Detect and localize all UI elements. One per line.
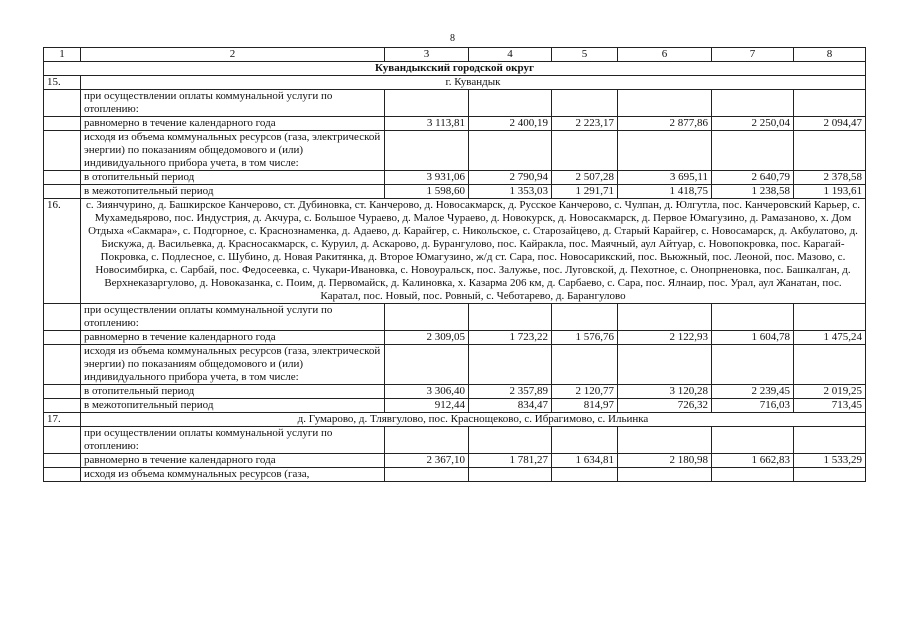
value-cell [552,468,618,482]
value-cell [385,468,469,482]
value-cell [794,345,866,385]
value-cell: 726,32 [618,399,712,413]
table-row [44,399,866,413]
row-label: в межотопительный период [81,185,385,199]
value-cell: 1 475,24 [794,331,866,345]
row-label: при осуществлении оплаты коммунальной услуги по отоплению: [81,90,385,117]
value-cell: 2 309,05 [385,331,469,345]
value-cell: 912,44 [385,399,469,413]
section-index: 17. [44,413,81,427]
value-cell: 1 353,03 [469,185,552,199]
row-label: равномерно в течение календарного года [81,454,385,468]
row-index-cell [44,131,81,171]
value-cell [794,427,866,454]
value-cell: 814,97 [552,399,618,413]
value-cell: 3 120,28 [618,385,712,399]
value-cell [552,427,618,454]
section-places: д. Гумарово, д. Тлявгулово, пос. Краснощеково, с. Ибрагимово, с. Ильинка [81,413,866,427]
section-header-row [44,76,866,90]
header-cell: 1 [44,48,81,62]
row-label: исходя из объема коммунальных ресурсов (газа, электрической энергии) по показаниям общедомового и (или) индивидуального прибора учета, в том числе: [81,345,385,385]
value-cell: 2 180,98 [618,454,712,468]
value-cell: 2 378,58 [794,171,866,185]
value-cell [469,304,552,331]
value-cell [552,131,618,171]
value-cell [618,345,712,385]
row-index-cell [44,385,81,399]
value-cell [618,131,712,171]
value-cell: 1 193,61 [794,185,866,199]
value-cell: 3 931,06 [385,171,469,185]
tariff-table [43,47,866,482]
value-cell [712,427,794,454]
value-cell: 716,03 [712,399,794,413]
value-cell: 2 094,47 [794,117,866,131]
row-label: исходя из объема коммунальных ресурсов (газа, электрической энергии) по показаниям общедомового и (или) индивидуального прибора учета, в том числе: [81,131,385,171]
value-cell: 1 662,83 [712,454,794,468]
value-cell [794,304,866,331]
header-cell: 2 [81,48,385,62]
row-label: в отопительный период [81,171,385,185]
value-cell: 1 291,71 [552,185,618,199]
value-cell [552,345,618,385]
value-cell [618,468,712,482]
header-cell: 5 [552,48,618,62]
table-row [44,185,866,199]
value-cell [552,304,618,331]
row-index-cell [44,454,81,468]
value-cell: 3 113,81 [385,117,469,131]
section-header-row [44,413,866,427]
section-places: с. Зиянчурино, д. Башкирское Канчерово, ст. Дубиновка, ст. Канчерово, д. Новосакмарск, д. Русское Канчерово, с. Чулпан, д. Юлгутла, пос. Канчеровский Карьер, с. Мухамедьярово, пос. Индустрия, д. Акчура, с. Большое Чураево, д. Малое Чураево, д. Новокурск, д. Новосакмарск, д. Первое Юмагузино, д. Рамазаново, х. Дом Отдыха «Сакмара», с. Подгорное, с. Краснознаменка, д. Адаево, д. Карайгер, с. Никольское, с. Старозайцево, д. Старый Карайгер, с. Новосамарск, д. Акбулатово, д. Бискужа, д. Васильевка, д. Красносакмарск, с. Куруил, д. Аскарово, д. Бурангулово, пос. Кайракла, пос. Маячный, аул Айтуар, с. Новопокровка, пос. Карагай-Покровка, с. Подлесное, с. Шубино, д. Новая Ракитянка, д. Второе Юмагузино, ж/д ст. Сара, пос. Новосарикский, пос. Вьюжный, пос. Леоной, пос. Мазово, с. Новосимбирка, с. Сарбай, пос. Федосеевка, с. Чукари-Ивановка, с. Новоуральск, пос. Залужье, пос. Луговской, д. Пехотное, с. Онопрненовка, пос. Башкалган, д. Верхнеказаргулово, д. Новоказанка, с. Поим, д. Первомайск, д. Калиновка, х. Казарма 206 км, д. Сарбаево, с. Сара, пос. Ялнаир, пос. Урал, аул Жанатан, пос. Каратал, пос. Новый, пос. Ровный, с. Чеботарево, д. Барангулово [81,199,866,304]
value-cell [712,131,794,171]
table-row [44,345,866,385]
page-number: 8 [450,33,455,44]
value-cell: 2 223,17 [552,117,618,131]
header-cell: 8 [794,48,866,62]
value-cell [469,427,552,454]
row-index-cell [44,185,81,199]
value-cell [469,131,552,171]
value-cell: 2 790,94 [469,171,552,185]
row-index-cell [44,117,81,131]
value-cell: 2 122,93 [618,331,712,345]
table-row [44,427,866,454]
section-index: 16. [44,199,81,304]
header-row [44,48,866,62]
value-cell: 2 120,77 [552,385,618,399]
row-index-cell [44,468,81,482]
table-row [44,304,866,331]
value-cell: 1 723,22 [469,331,552,345]
value-cell: 1 238,58 [712,185,794,199]
row-index-cell [44,427,81,454]
value-cell [385,304,469,331]
value-cell: 2 400,19 [469,117,552,131]
table-row [44,117,866,131]
header-cell: 4 [469,48,552,62]
value-cell: 1 533,29 [794,454,866,468]
section-index: 15. [44,76,81,90]
value-cell: 713,45 [794,399,866,413]
table-row [44,131,866,171]
value-cell [712,90,794,117]
value-cell [794,468,866,482]
table-row [44,90,866,117]
section-places: г. Кувандык [81,76,866,90]
header-cell: 6 [618,48,712,62]
value-cell [469,468,552,482]
value-cell [712,468,794,482]
value-cell [618,304,712,331]
row-label: равномерно в течение календарного года [81,331,385,345]
row-label: в межотопительный период [81,399,385,413]
table-body [44,48,866,482]
table-row [44,454,866,468]
value-cell [712,304,794,331]
row-label: исходя из объема коммунальных ресурсов (газа, [81,468,385,482]
value-cell [794,90,866,117]
value-cell: 1 634,81 [552,454,618,468]
row-index-cell [44,304,81,331]
value-cell: 1 418,75 [618,185,712,199]
value-cell: 1 598,60 [385,185,469,199]
value-cell [712,345,794,385]
header-cell: 3 [385,48,469,62]
value-cell [552,90,618,117]
value-cell: 2 019,25 [794,385,866,399]
value-cell: 2 239,45 [712,385,794,399]
value-cell [469,90,552,117]
value-cell [469,345,552,385]
value-cell: 2 507,28 [552,171,618,185]
value-cell: 2 367,10 [385,454,469,468]
value-cell: 2 640,79 [712,171,794,185]
value-cell [385,131,469,171]
section-header-row [44,199,866,304]
row-index-cell [44,331,81,345]
row-label: при осуществлении оплаты коммунальной услуги по отоплению: [81,427,385,454]
table-row [44,331,866,345]
value-cell [385,345,469,385]
row-index-cell [44,399,81,413]
value-cell: 1 604,78 [712,331,794,345]
value-cell: 1 576,76 [552,331,618,345]
value-cell [385,90,469,117]
value-cell [385,427,469,454]
value-cell [794,131,866,171]
table-row [44,171,866,185]
table-row [44,385,866,399]
row-index-cell [44,171,81,185]
value-cell: 3 306,40 [385,385,469,399]
value-cell [618,427,712,454]
header-cell: 7 [712,48,794,62]
value-cell: 2 877,86 [618,117,712,131]
value-cell: 3 695,11 [618,171,712,185]
value-cell [618,90,712,117]
table-row [44,468,866,482]
row-label: при осуществлении оплаты коммунальной услуги по отоплению: [81,304,385,331]
row-index-cell [44,90,81,117]
value-cell: 1 781,27 [469,454,552,468]
row-label: в отопительный период [81,385,385,399]
value-cell: 2 250,04 [712,117,794,131]
row-label: равномерно в течение календарного года [81,117,385,131]
district-row [44,62,866,76]
district-title: Кувандыкский городской округ [44,62,866,76]
value-cell: 834,47 [469,399,552,413]
row-index-cell [44,345,81,385]
value-cell: 2 357,89 [469,385,552,399]
